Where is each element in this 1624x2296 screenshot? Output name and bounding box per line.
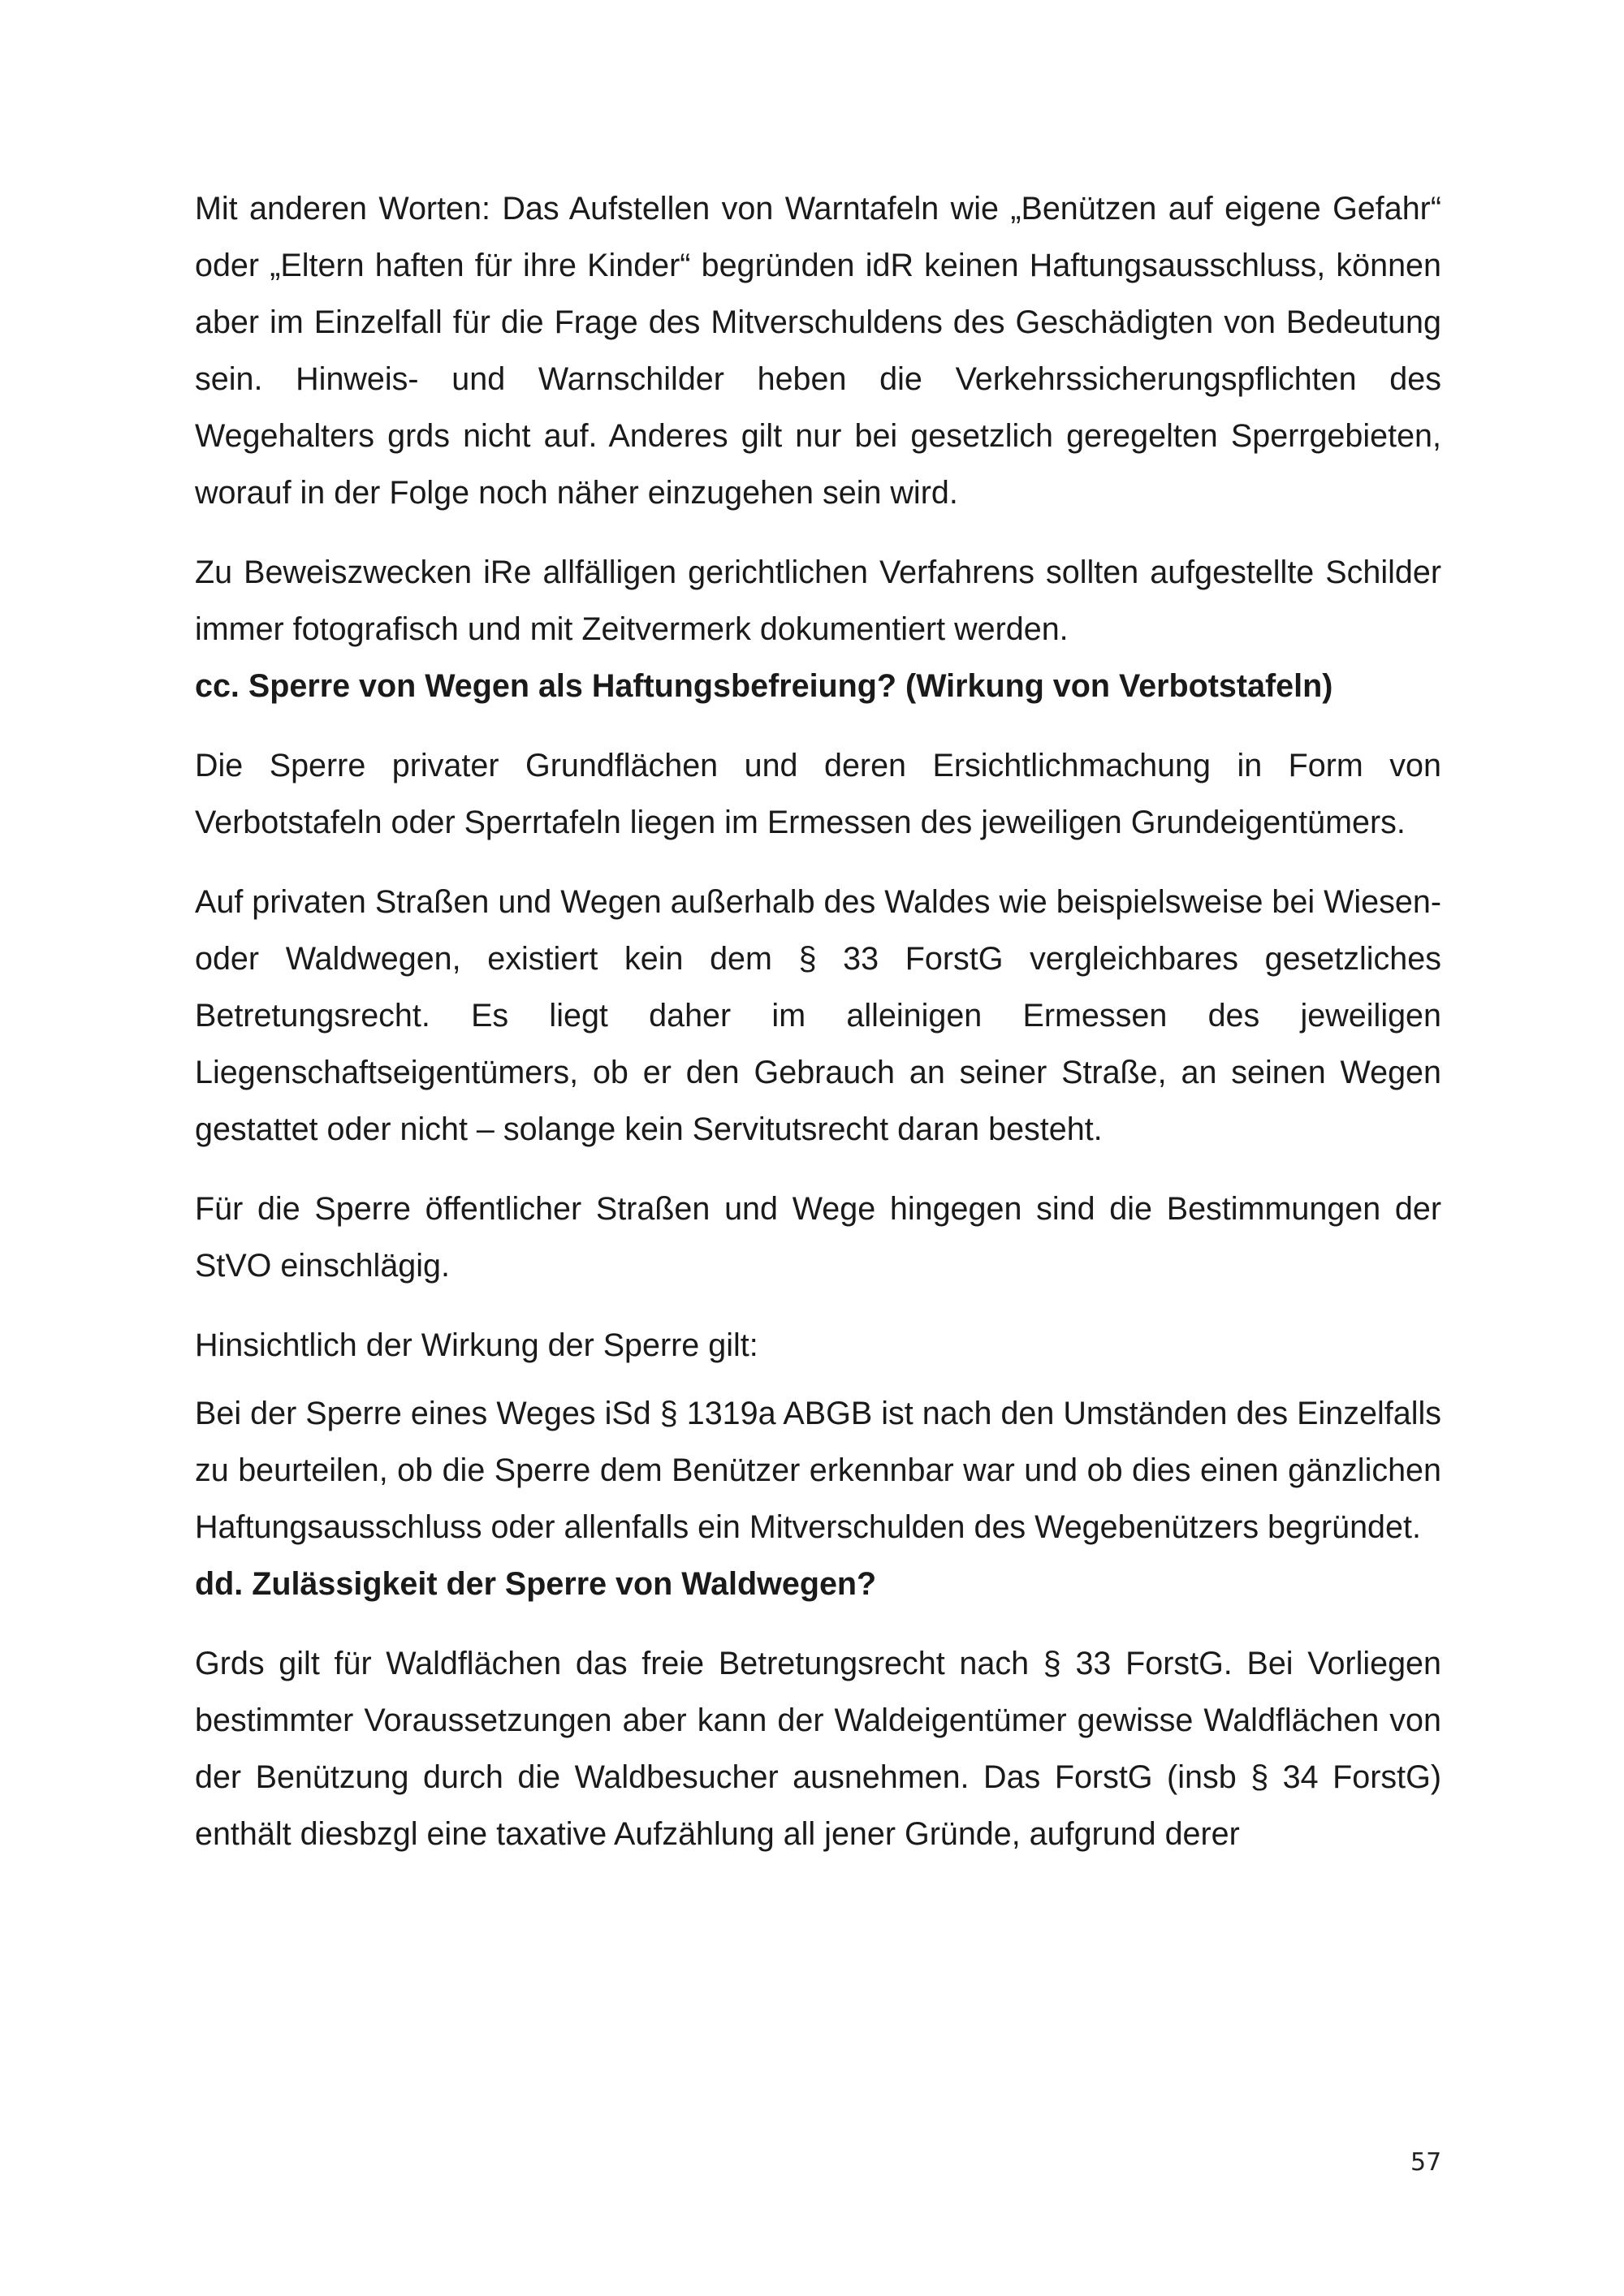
paragraph-oeffentliche-strassen: Für die Sperre öffentlicher Straßen und Wege hingegen sind die Bestimmungen der StVO einschlägig. xyxy=(195,1191,1441,1284)
paragraph-warntafeln: Mit anderen Worten: Das Aufstellen von Warntafeln wie „Benützen auf eigene Gefahr“ oder „Eltern haften für ihre Kinder“ begründen idR keinen Haftungsausschluss, können aber im Einzelfall für die Frage des Mitverschuldens des Geschädigten von Bedeutung sein. Hinweis- und Warnschilder heben die Verkehrssicherungspflichten des Wegehalters grds nicht auf. Anderes gilt nur bei gesetzlich geregelten Sperrgebieten, worauf in der Folge noch näher einzugehen sein wird. xyxy=(195,191,1441,511)
paragraph-wirkung-intro: Hinsichtlich der Wirkung der Sperre gilt: xyxy=(195,1327,758,1363)
paragraph-beweiszwecke: Zu Beweiszwecken iRe allfälligen gerichtlichen Verfahrens sollten aufgestellte Schilder immer fotografisch und mit Zeitvermerk dokumentiert werden. xyxy=(195,555,1441,647)
section-heading-dd: dd. Zulässigkeit der Sperre von Waldwegen? xyxy=(195,1566,877,1602)
paragraph-wirkung-sperre: Bei der Sperre eines Weges iSd § 1319a ABGB ist nach den Umständen des Einzelfalls zu beurteilen, ob die Sperre dem Benützer erkennbar war und ob dies einen gänzlichen Haftungsausschluss oder allenfalls ein Mitverschulden des Wegebenützers begründet. xyxy=(195,1396,1441,1545)
paragraph-sperre-privater-grundflaechen: Die Sperre privater Grundflächen und deren Ersichtlichmachung in Form von Verbotstafeln oder Sperrtafeln liegen im Ermessen des jeweiligen Grundeigentümers. xyxy=(195,748,1441,840)
section-heading-cc: cc. Sperre von Wegen als Haftungsbefreiung? (Wirkung von Verbotstafeln) xyxy=(195,668,1333,704)
paragraph-private-strassen: Auf privaten Straßen und Wegen außerhalb des Waldes wie beispielsweise bei Wiesen- oder Waldwegen, existiert kein dem § 33 ForstG vergleichbares gesetzliches Betretungsrecht. Es liegt daher im alleinigen Ermessen des jeweiligen Liegenschaftseigentümers, ob er den Gebrauch an seiner Straße, an seinen Wegen gestattet oder nicht – solange kein Servitutsrecht daran besteht. xyxy=(195,884,1441,1147)
page-number: 57 xyxy=(1410,2148,1442,2177)
document-body xyxy=(195,180,1441,1862)
paragraph-waldflaechen: Grds gilt für Waldflächen das freie Betretungsrecht nach § 33 ForstG. Bei Vorliegen bestimmter Voraussetzungen aber kann der Waldeigentümer gewisse Waldflächen von der Benützung durch die Waldbesucher ausnehmen. Das ForstG (insb § 34 ForstG) enthält diesbzgl eine taxative Aufzählung all jener Gründe, aufgrund derer xyxy=(195,1646,1441,1852)
